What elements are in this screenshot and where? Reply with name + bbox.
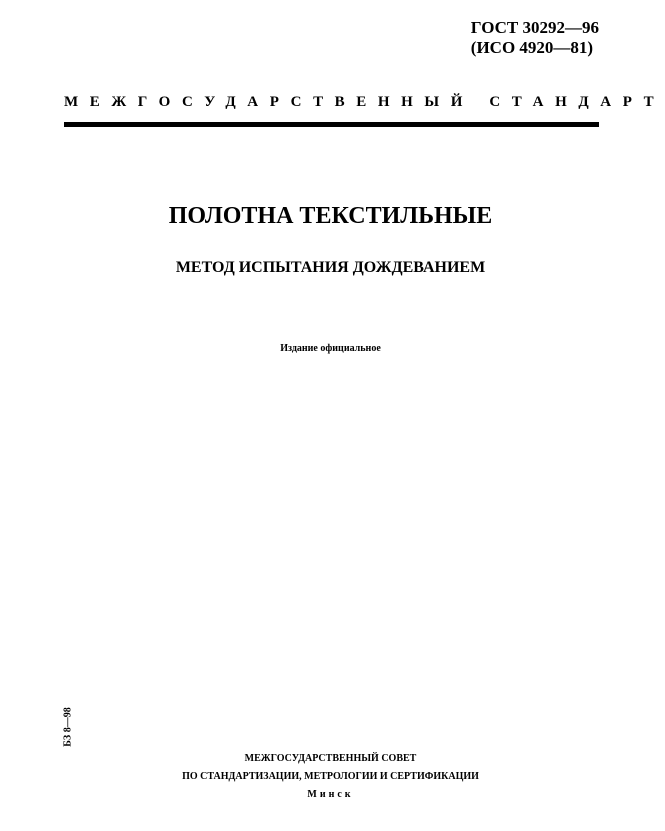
edition-note: Издание официальное [280, 343, 381, 354]
publisher-line-1: МЕЖГОСУДАРСТВЕННЫЙ СОВЕТ [244, 753, 417, 764]
interstate-standard-banner: МЕЖГОСУДАРСТВЕННЫЙ СТАНДАРТ [64, 94, 665, 110]
side-code [60, 702, 76, 752]
publisher-city: Минск [307, 789, 354, 800]
publisher-block [0, 750, 661, 804]
iso-number: (ИСО 4920—81) [470, 38, 594, 57]
publisher-line-2: ПО СТАНДАРТИЗАЦИИ, МЕТРОЛОГИИ И СЕРТИФИКАЦИИ [182, 771, 479, 782]
document-subtitle: МЕТОД ИСПЫТАНИЯ ДОЖДЕВАНИЕМ [175, 259, 486, 276]
gost-number: ГОСТ 30292—96 [470, 18, 599, 37]
header-rule [64, 122, 599, 127]
side-code-text: БЗ 8—98 [62, 707, 74, 747]
document-title: ПОЛОТНА ТЕКСТИЛЬНЫЕ [168, 203, 493, 229]
standard-code [471, 18, 599, 58]
